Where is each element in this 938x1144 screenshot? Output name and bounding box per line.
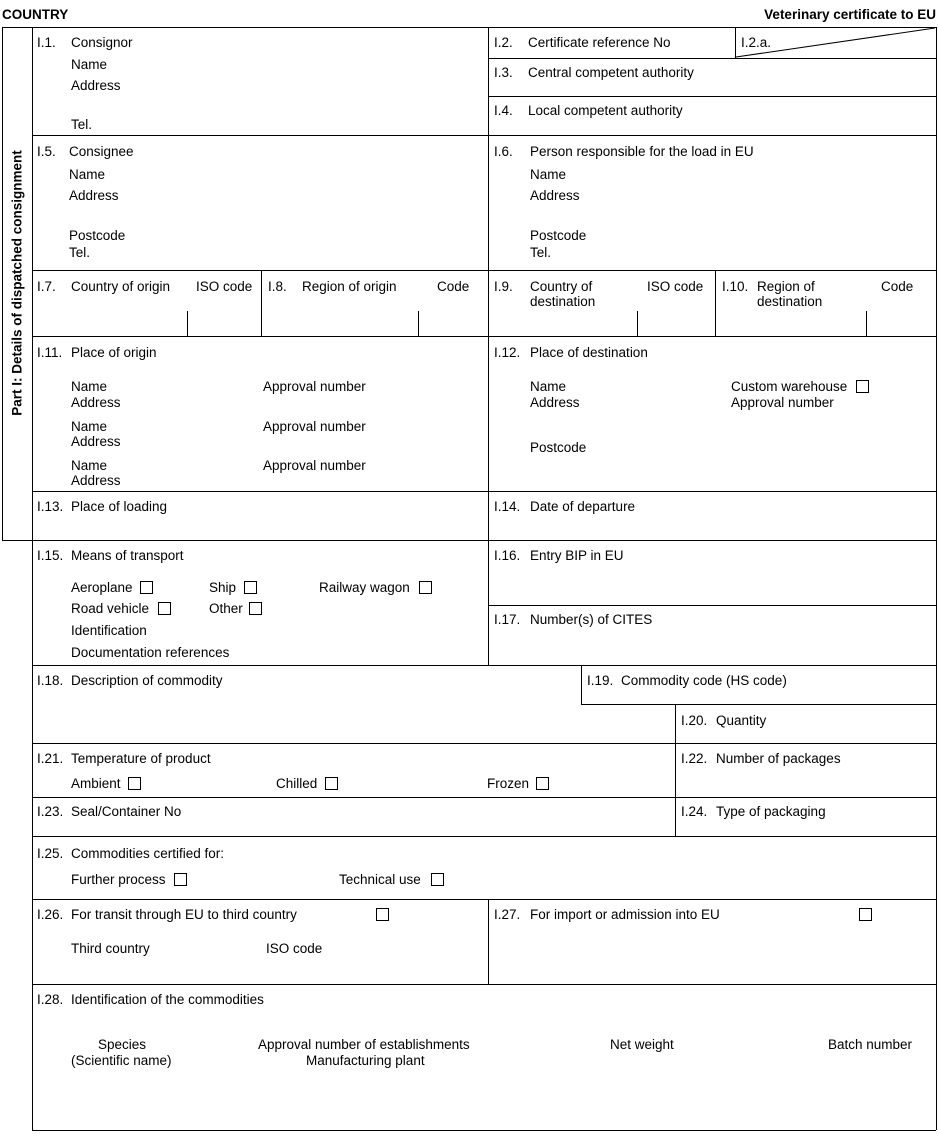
i12-name-label: Name — [530, 379, 567, 394]
i5-name-label: Name — [69, 167, 106, 182]
i15-aeroplane-label: Aeroplane — [71, 580, 133, 595]
rule-i19-bottom — [581, 704, 936, 705]
i21-frozen-checkbox[interactable] — [536, 777, 549, 790]
i15-number: I.15. — [37, 548, 64, 563]
rule-i18-i19 — [581, 665, 582, 704]
i12-approval-label: Approval number — [731, 395, 834, 410]
i11-number: I.11. — [37, 345, 63, 360]
i27-import-checkbox[interactable] — [859, 908, 872, 921]
rule-row11-bottom — [32, 984, 936, 985]
i26-third-country-label: Third country — [71, 941, 150, 956]
rule-row10-bottom — [32, 899, 936, 900]
i19-number: I.19. — [587, 673, 614, 688]
i28-scientific-name-header: (Scientific name) — [71, 1053, 172, 1068]
i21-number: I.21. — [37, 751, 64, 766]
i2-number: I.2. — [494, 35, 513, 50]
i10-title: Region of — [757, 279, 815, 294]
i15-identification-label: Identification — [71, 623, 147, 638]
rule-row9-bottom — [32, 836, 936, 837]
i10-code-label: Code — [881, 279, 914, 294]
i11-approval-label-1: Approval number — [263, 379, 366, 394]
part-left-border — [2, 27, 3, 540]
i12-title: Place of destination — [530, 345, 648, 360]
i6-tel-label: Tel. — [530, 245, 552, 260]
i4-title: Local competent authority — [528, 103, 683, 118]
i19-title: Commodity code (HS code) — [621, 673, 787, 688]
rule-right-column — [675, 704, 676, 836]
i9-iso-code-label: ISO code — [647, 279, 704, 294]
i16-title: Entry BIP in EU — [530, 548, 624, 563]
i9-number: I.9. — [494, 279, 513, 294]
i21-ambient-checkbox[interactable] — [128, 777, 141, 790]
tick-i10-code — [866, 311, 867, 336]
rule-row6-bottom — [32, 665, 936, 666]
rule-row8-bottom — [32, 797, 936, 798]
i15-ship-checkbox[interactable] — [244, 581, 257, 594]
i28-title: Identification of the commodities — [71, 992, 264, 1007]
i13-number: I.13. — [37, 499, 64, 514]
i11-name-label-3: Name — [71, 458, 108, 473]
i26-transit-checkbox[interactable] — [376, 908, 389, 921]
i21-title: Temperature of product — [71, 751, 211, 766]
i27-number: I.27. — [494, 907, 521, 922]
i6-address-label: Address — [530, 188, 580, 203]
i15-railway-wagon-label: Railway wagon — [319, 580, 410, 595]
i2a-diagonal-strike — [0, 0, 938, 70]
i5-address-label: Address — [69, 188, 119, 203]
rule-i26-i27 — [488, 899, 489, 984]
form-bottom-border — [32, 1130, 936, 1131]
i21-chilled-checkbox[interactable] — [325, 777, 338, 790]
i12-custom-warehouse-checkbox[interactable] — [856, 380, 869, 393]
i6-name-label: Name — [530, 167, 567, 182]
rule-row2-bottom — [32, 270, 936, 271]
tick-i9-iso — [637, 311, 638, 336]
rule-row3-bottom — [32, 336, 936, 337]
certificate-title: Veterinary certificate to EU — [764, 7, 936, 22]
rule-row1-bottom — [32, 135, 936, 136]
rule-i9-i10 — [715, 270, 716, 336]
i8-title: Region of origin — [302, 279, 397, 294]
i1-number: I.1. — [37, 35, 56, 50]
i6-postcode-label: Postcode — [530, 228, 587, 243]
i1-tel-label: Tel. — [71, 117, 93, 132]
i22-title: Number of packages — [716, 751, 841, 766]
rule-row4-bottom — [32, 491, 936, 492]
i21-ambient-label: Ambient — [71, 776, 121, 791]
i15-documentation-label: Documentation references — [71, 645, 230, 660]
i11-address-label-2: Address — [71, 434, 121, 449]
i11-name-label-2: Name — [71, 419, 108, 434]
i2a-number: I.2.a. — [741, 35, 772, 50]
i23-number: I.23. — [37, 804, 64, 819]
i18-number: I.18. — [37, 673, 64, 688]
i12-address-label: Address — [530, 395, 580, 410]
i15-railway-wagon-checkbox[interactable] — [419, 581, 432, 594]
rule-part-bottom — [2, 540, 936, 541]
i15-ship-label: Ship — [209, 580, 237, 595]
rule-i16-bottom — [488, 605, 936, 606]
i21-frozen-label: Frozen — [487, 776, 530, 791]
i3-title: Central competent authority — [528, 65, 694, 80]
i15-aeroplane-checkbox[interactable] — [140, 581, 153, 594]
i7-number: I.7. — [37, 279, 56, 294]
i15-title: Means of transport — [71, 548, 184, 563]
i4-number: I.4. — [494, 103, 513, 118]
i23-title: Seal/Container No — [71, 804, 182, 819]
i28-net-weight-header: Net weight — [610, 1037, 674, 1052]
i11-approval-label-3: Approval number — [263, 458, 366, 473]
i18-title: Description of commodity — [71, 673, 223, 688]
i26-iso-code-label: ISO code — [266, 941, 323, 956]
i6-title: Person responsible for the load in EU — [530, 144, 754, 159]
rule-row7-bottom — [32, 743, 936, 744]
i15-road-vehicle-label: Road vehicle — [71, 601, 150, 616]
i25-title: Commodities certified for: — [71, 846, 225, 861]
i28-species-header: Species — [98, 1037, 147, 1052]
i5-tel-label: Tel. — [69, 245, 91, 260]
i1-name-label: Name — [71, 57, 108, 72]
tick-i7-iso — [187, 311, 188, 336]
i12-number: I.12. — [494, 345, 521, 360]
i28-approval-header: Approval number of establishments — [258, 1037, 470, 1052]
i5-title: Consignee — [69, 144, 134, 159]
i11-approval-label-2: Approval number — [263, 419, 366, 434]
i3-number: I.3. — [494, 65, 513, 80]
i20-number: I.20. — [681, 713, 708, 728]
i7-title: Country of origin — [71, 279, 171, 294]
i5-number: I.5. — [37, 144, 56, 159]
i2-title: Certificate reference No — [528, 35, 671, 50]
i28-batch-number-header: Batch number — [828, 1037, 913, 1052]
rule-i3-bottom — [488, 96, 936, 97]
i10-title-line2: destination — [757, 294, 823, 309]
i15-other-label: Other — [209, 601, 243, 616]
tick-i8-code — [418, 311, 419, 336]
i9-title-line2: destination — [530, 294, 596, 309]
i24-title: Type of packaging — [716, 804, 826, 819]
form-left-border — [32, 27, 33, 1130]
i28-number: I.28. — [37, 992, 64, 1007]
i11-title: Place of origin — [71, 345, 157, 360]
i14-number: I.14. — [494, 499, 521, 514]
i25-further-process-label: Further process — [71, 872, 166, 887]
i25-technical-use-checkbox[interactable] — [431, 873, 444, 886]
form-right-border — [936, 27, 937, 1130]
rule-i7-i8 — [261, 270, 262, 336]
i16-number: I.16. — [494, 548, 521, 563]
i13-title: Place of loading — [71, 499, 168, 514]
i6-number: I.6. — [494, 144, 513, 159]
i12-custom-warehouse-label: Custom warehouse — [731, 379, 848, 394]
country-header: COUNTRY — [2, 7, 69, 22]
i20-title: Quantity — [716, 713, 767, 728]
i8-code-label: Code — [437, 279, 470, 294]
i21-chilled-label: Chilled — [276, 776, 318, 791]
rule-center-upper — [488, 27, 489, 665]
i12-postcode-label: Postcode — [530, 440, 587, 455]
i1-title: Consignor — [71, 35, 133, 50]
i26-number: I.26. — [37, 907, 64, 922]
i11-address-label-3: Address — [71, 473, 121, 488]
i25-technical-use-label: Technical use — [339, 872, 421, 887]
i14-title: Date of departure — [530, 499, 636, 514]
i26-title: For transit through EU to third country — [71, 907, 297, 922]
i10-number: I.10. — [722, 279, 749, 294]
i9-title: Country of — [530, 279, 593, 294]
i5-postcode-label: Postcode — [69, 228, 126, 243]
i1-address-label: Address — [71, 78, 121, 93]
i25-further-process-checkbox[interactable] — [174, 873, 187, 886]
i24-number: I.24. — [681, 804, 708, 819]
i11-name-label-1: Name — [71, 379, 108, 394]
i17-title: Number(s) of CITES — [530, 612, 653, 627]
i22-number: I.22. — [681, 751, 708, 766]
i25-number: I.25. — [37, 846, 64, 861]
i15-road-vehicle-checkbox[interactable] — [158, 602, 171, 615]
i11-address-label-1: Address — [71, 395, 121, 410]
i28-manufacturing-plant-header: Manufacturing plant — [306, 1053, 425, 1068]
i15-other-checkbox[interactable] — [249, 602, 262, 615]
i27-title: For import or admission into EU — [530, 907, 720, 922]
i7-iso-code-label: ISO code — [196, 279, 253, 294]
i8-number: I.8. — [268, 279, 287, 294]
i17-number: I.17. — [494, 612, 521, 627]
